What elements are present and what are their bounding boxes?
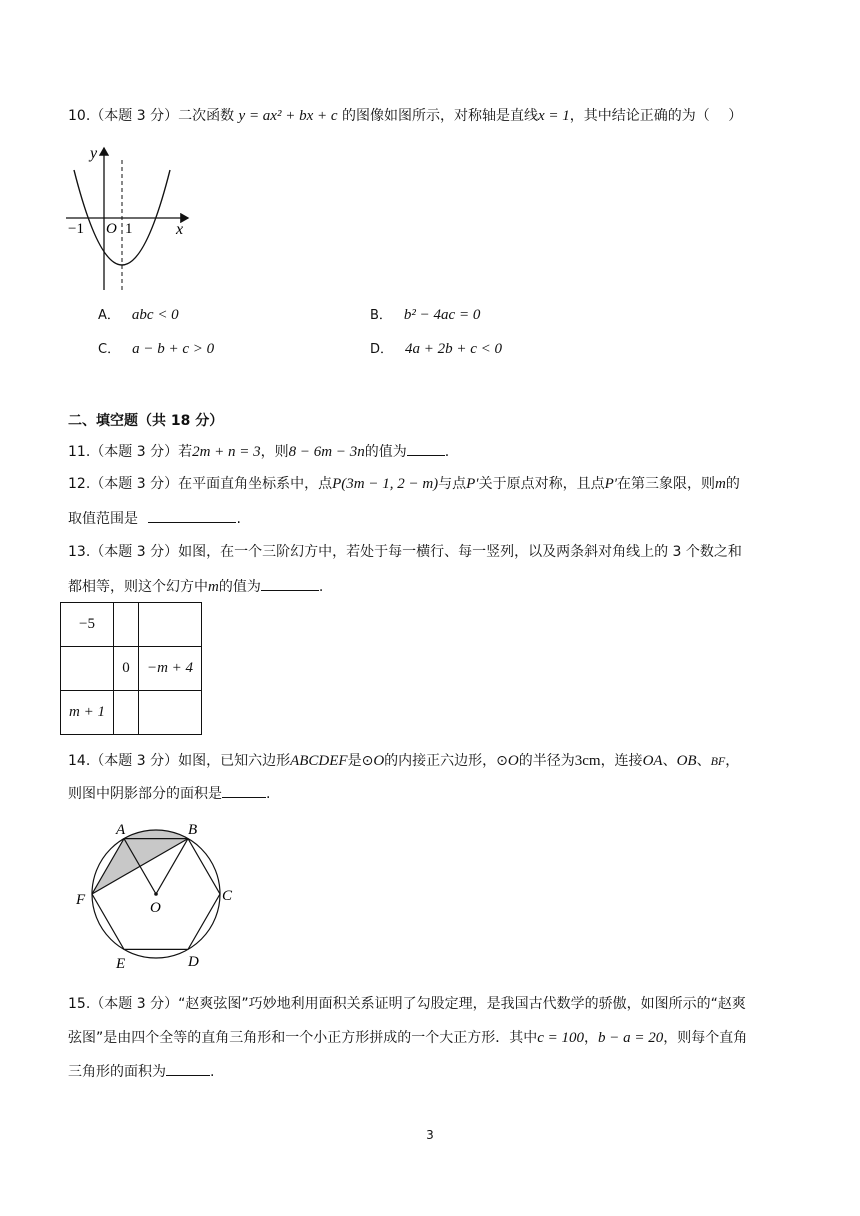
q15-sep: ， bbox=[584, 1030, 599, 1046]
q12-text-d: 在第三象限，则 bbox=[617, 476, 716, 492]
q12-var-m: m bbox=[715, 476, 726, 492]
q14-answer-blank[interactable] bbox=[222, 783, 266, 798]
q10-option-d bbox=[370, 339, 502, 360]
q12-end: . bbox=[236, 511, 241, 527]
q14-text-f: ， bbox=[725, 753, 740, 769]
q14-text-a: 如图，已知六边形 bbox=[178, 753, 291, 769]
q14-hexagon-diagram bbox=[72, 818, 242, 974]
center-o-label: O bbox=[150, 900, 161, 916]
q11-answer-blank[interactable] bbox=[407, 441, 445, 456]
option-label: B． bbox=[370, 308, 392, 323]
q12-text-a: 在平面直角坐标系中，点 bbox=[178, 476, 333, 492]
q14-end: . bbox=[266, 786, 271, 802]
q13-number: 13. bbox=[68, 544, 91, 560]
option-label: C． bbox=[98, 342, 121, 357]
option-expr: a − b + c > 0 bbox=[132, 341, 215, 357]
magic-cell bbox=[139, 691, 202, 735]
q15-number: 15. bbox=[68, 996, 91, 1012]
q13-line2-text-a: 都相等，则这个幻方中 bbox=[68, 579, 208, 595]
magic-cell: −m + 4 bbox=[139, 647, 202, 691]
q10-text-b: 的图像如图所示，对称轴是直线 bbox=[341, 108, 538, 124]
q10-parabola-graph bbox=[64, 140, 194, 298]
q13-score: （本题 3 分） bbox=[90, 544, 179, 560]
option-expr: abc < 0 bbox=[131, 307, 179, 323]
magic-row bbox=[61, 647, 202, 691]
magic-cell: m + 1 bbox=[61, 691, 114, 735]
magic-cell: 0 bbox=[114, 647, 139, 691]
option-label: A． bbox=[98, 308, 120, 323]
option-expr: 4a + 2b + c < 0 bbox=[405, 341, 503, 357]
q10-option-a bbox=[98, 305, 179, 326]
origin-label: O bbox=[106, 221, 117, 237]
magic-square bbox=[60, 602, 202, 735]
q10-text-c: ，其中结论正确的为（ ） bbox=[569, 108, 743, 124]
vertex-d-label: D bbox=[188, 954, 199, 970]
magic-cell bbox=[61, 647, 114, 691]
q11-condition: 2m + n = 3 bbox=[192, 444, 261, 460]
q14-text-d: 的半径为 bbox=[518, 753, 575, 769]
center-point bbox=[154, 892, 158, 896]
q12-point-p-prime: P′ bbox=[466, 476, 479, 492]
q15-score: （本题 3 分） bbox=[90, 996, 179, 1012]
q12-number: 12. bbox=[68, 476, 91, 492]
q13-end: . bbox=[318, 579, 324, 595]
q14-line2-text: 则图中阴影部分的面积是 bbox=[68, 786, 222, 802]
q14-segment-bf: BF bbox=[710, 754, 726, 768]
q10-stem bbox=[68, 106, 742, 126]
q14-line1 bbox=[68, 751, 739, 771]
q15-line2-text-b: ，则每个直角 bbox=[663, 1030, 748, 1046]
q10-axis-eq: x = 1 bbox=[537, 108, 570, 124]
option-label: D． bbox=[370, 342, 394, 357]
vertex-e-label: E bbox=[116, 956, 126, 972]
q10-number: 10. bbox=[68, 108, 91, 124]
q12-text-b: 与点 bbox=[438, 476, 467, 492]
y-axis-label: y bbox=[90, 145, 98, 162]
q15-line1-text: “赵爽弦图”巧妙地利用面积关系证明了勾股定理，是我国古代数学的骄傲，如图所示的“赵爽 bbox=[178, 996, 746, 1012]
q11-number: 11. bbox=[68, 444, 91, 460]
q12-line2-text: 取值范围是 bbox=[68, 511, 138, 527]
vertex-b-label: B bbox=[188, 822, 198, 838]
q11-text-c: 的值为 bbox=[364, 444, 407, 460]
q12-score: （本题 3 分） bbox=[90, 476, 179, 492]
q15-end: . bbox=[210, 1064, 215, 1080]
q13-line1 bbox=[68, 542, 742, 562]
q14-circle-o-2: O bbox=[507, 753, 519, 769]
q10-score: （本题 3 分） bbox=[90, 108, 179, 124]
q13-var-m: m bbox=[208, 579, 219, 595]
q14-segment-oa: OA bbox=[642, 753, 663, 769]
q14-text-b: 是⊙ bbox=[347, 753, 374, 769]
vertex-a-label: A bbox=[116, 822, 126, 838]
page-number: 3 bbox=[426, 1128, 434, 1142]
q14-score: （本题 3 分） bbox=[90, 753, 179, 769]
q15-line3 bbox=[68, 1061, 214, 1082]
q11-stem bbox=[68, 441, 449, 462]
q11-expression: 8 − 6m − 3n bbox=[288, 444, 365, 460]
q14-hexagon-name: ABCDEF bbox=[290, 753, 348, 769]
q14-sep-2: 、 bbox=[696, 753, 711, 769]
q12-text-c: 关于原点对称，且点 bbox=[478, 476, 605, 492]
magic-row bbox=[61, 691, 202, 735]
q10-option-c bbox=[98, 339, 214, 360]
q14-circle-o: O bbox=[373, 753, 385, 769]
q14-radius: 3cm bbox=[574, 753, 601, 769]
q14-number: 14. bbox=[68, 753, 91, 769]
q11-text-b: ，则 bbox=[260, 444, 289, 460]
q15-line1 bbox=[68, 994, 746, 1014]
q12-text-e: 的 bbox=[725, 476, 740, 492]
q15-line2 bbox=[68, 1028, 747, 1048]
q14-text-e: ，连接 bbox=[600, 753, 643, 769]
magic-cell: −5 bbox=[61, 603, 114, 647]
q11-text-a: 若 bbox=[178, 444, 193, 460]
one-label: 1 bbox=[125, 221, 133, 237]
vertex-f-label: F bbox=[76, 892, 86, 908]
magic-cell bbox=[114, 691, 139, 735]
q11-end: . bbox=[444, 444, 450, 460]
q10-text-a: 二次函数 bbox=[178, 108, 235, 124]
neg-one-label: −1 bbox=[68, 221, 84, 237]
q12-point-p-prime-2: P′ bbox=[604, 476, 618, 492]
q11-score: （本题 3 分） bbox=[90, 444, 179, 460]
q12-answer-blank[interactable] bbox=[148, 508, 236, 523]
q14-line2 bbox=[68, 783, 270, 804]
x-axis-label: x bbox=[176, 221, 184, 238]
magic-row bbox=[61, 603, 202, 647]
q15-answer-blank[interactable] bbox=[166, 1061, 210, 1076]
magic-cell bbox=[114, 603, 139, 647]
q15-c-equation: c = 100 bbox=[537, 1030, 585, 1046]
option-expr: b² − 4ac = 0 bbox=[403, 307, 481, 323]
q14-segment-ob: OB bbox=[676, 753, 697, 769]
q13-line2 bbox=[68, 576, 323, 597]
q10-option-b bbox=[370, 305, 480, 326]
magic-cell bbox=[139, 603, 202, 647]
q12-stem bbox=[68, 474, 740, 494]
q10-formula: y = ax² + bx + c bbox=[238, 108, 338, 124]
q15-line2-text-a: 弦图”是由四个全等的直角三角形和一个小正方形拼成的一个大正方形．其中 bbox=[68, 1030, 538, 1046]
q14-text-c: 的内接正六边形，⊙ bbox=[384, 753, 508, 769]
q13-answer-blank[interactable] bbox=[261, 576, 319, 591]
q15-ba-equation: b − a = 20 bbox=[598, 1030, 664, 1046]
q14-sep-1: 、 bbox=[662, 753, 677, 769]
vertex-c-label: C bbox=[222, 888, 233, 904]
q12-line2 bbox=[68, 508, 241, 529]
q15-line3-text: 三角形的面积为 bbox=[68, 1064, 166, 1080]
q13-line1-text: 如图，在一个三阶幻方中，若处于每一横行、每一竖列，以及两条斜对角线上的 3 个数之和 bbox=[178, 544, 742, 560]
section-title: 二、填空题（共 18 分） bbox=[68, 413, 224, 429]
q13-line2-text-b: 的值为 bbox=[218, 579, 261, 595]
q12-point-p: P(3m − 1, 2 − m) bbox=[332, 476, 439, 492]
